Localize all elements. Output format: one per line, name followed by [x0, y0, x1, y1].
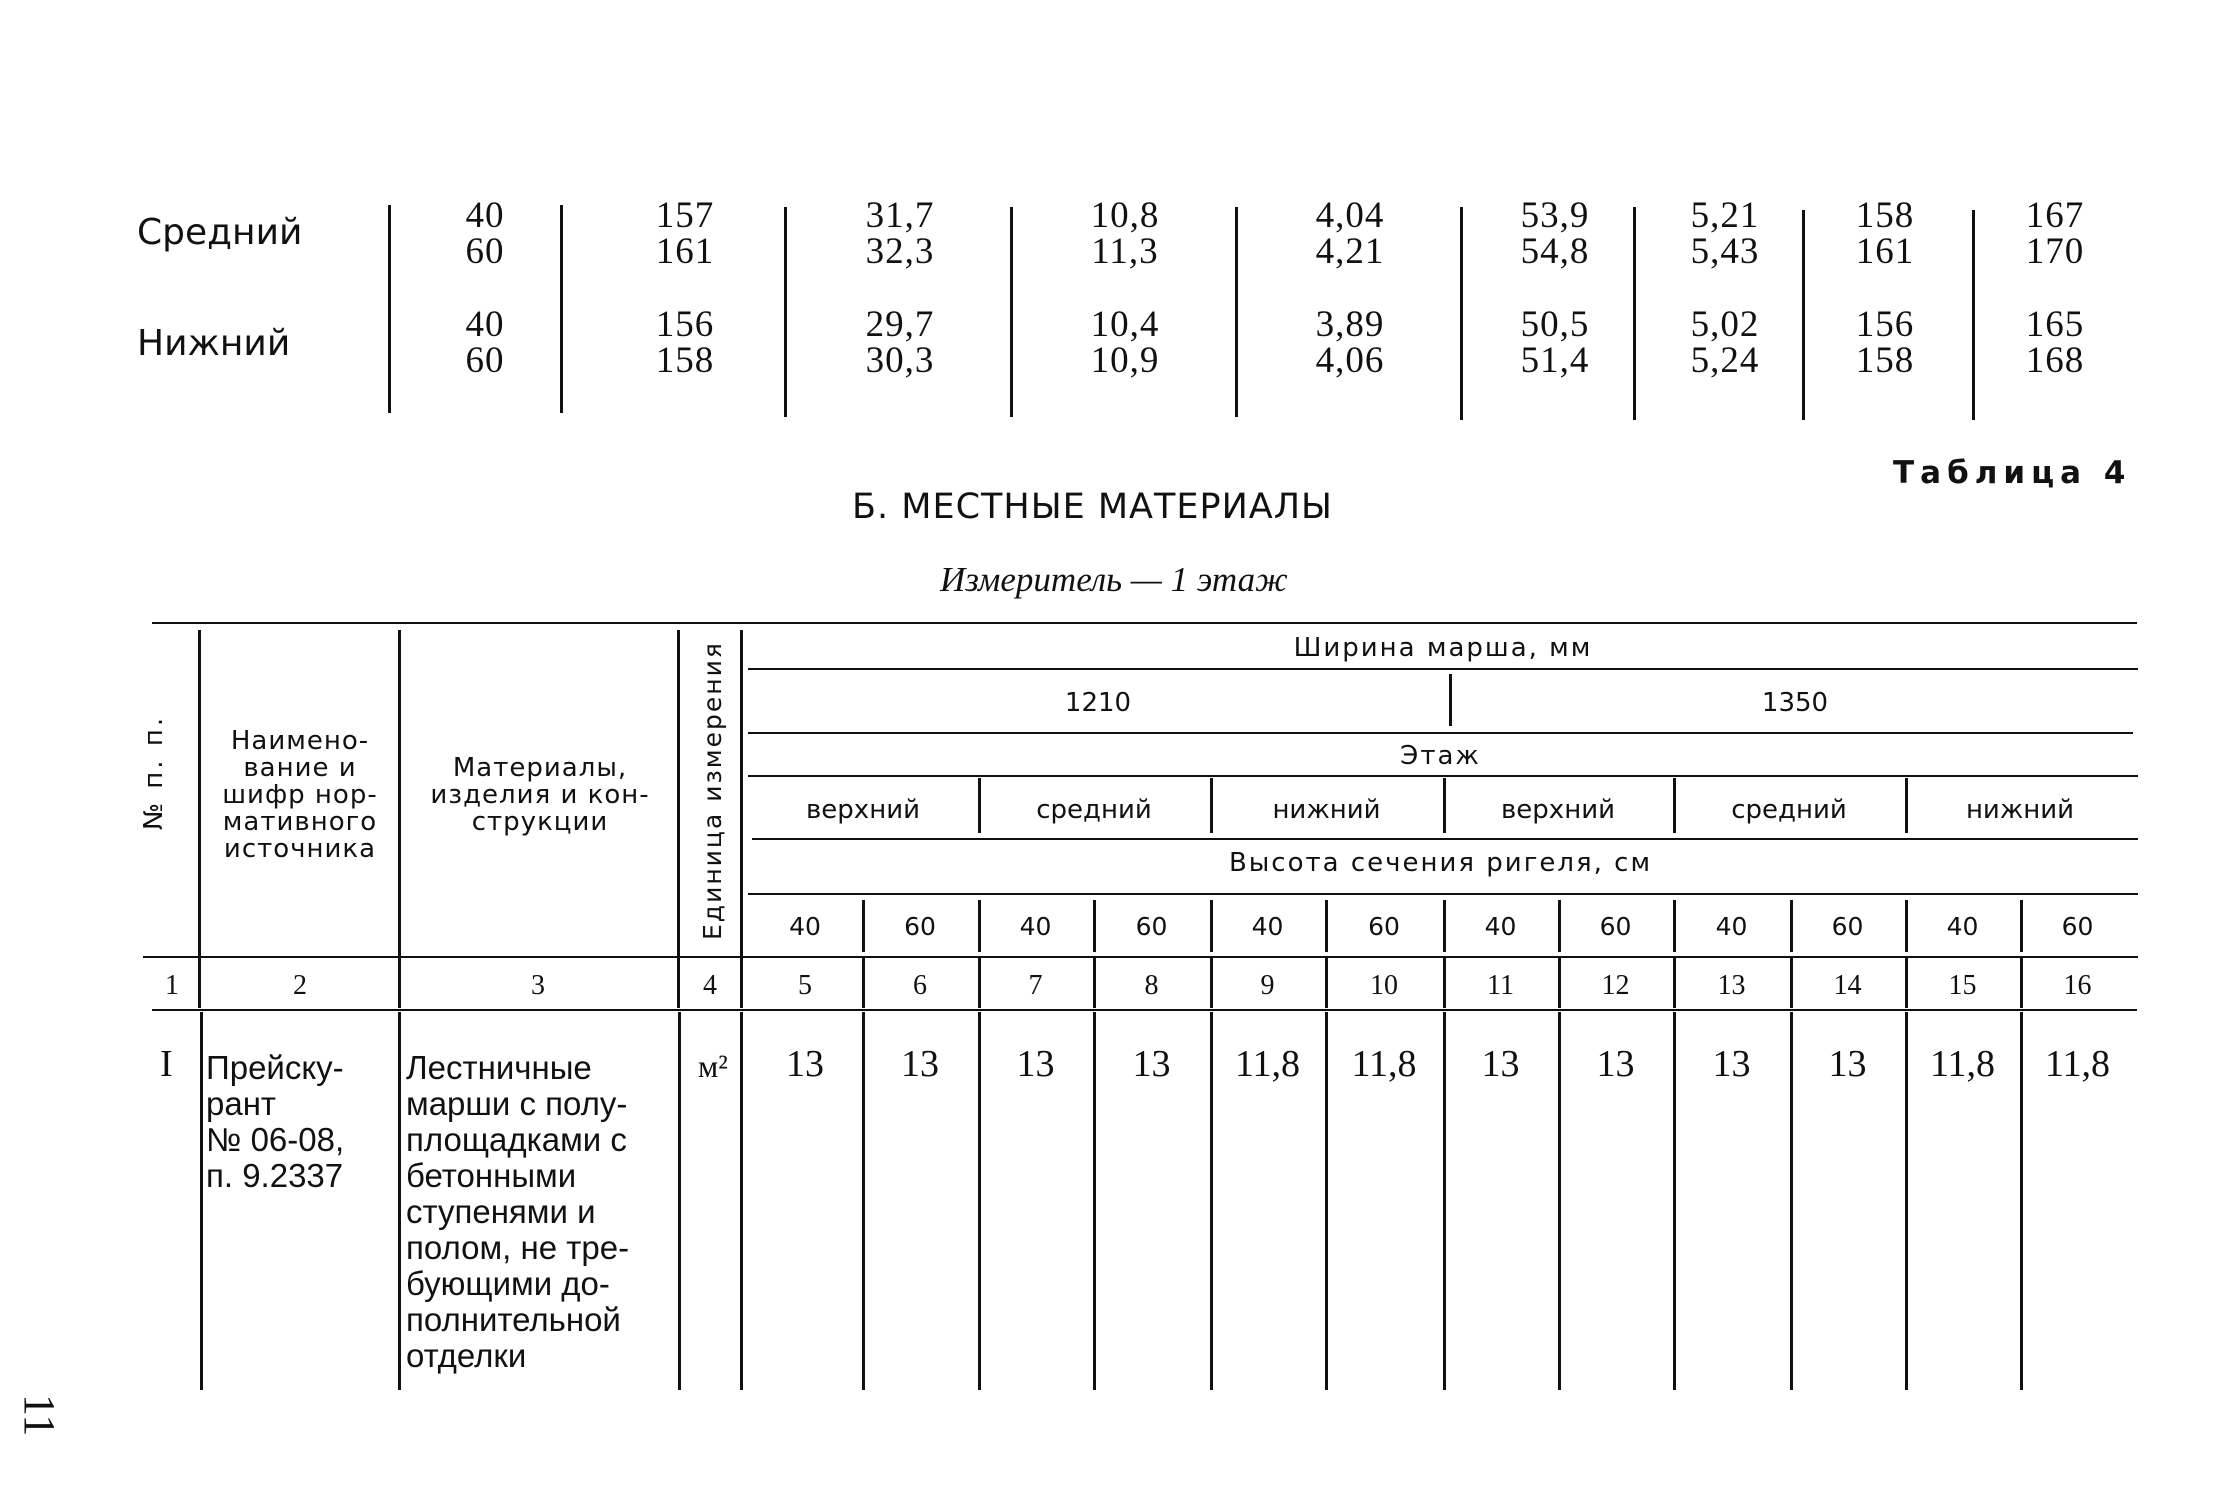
column-divider: [1010, 207, 1013, 417]
table-cell-value: 11,3: [1091, 231, 1159, 272]
row-value: 11,8: [1234, 1043, 1301, 1085]
table-cell-value: 54,8: [1520, 231, 1590, 272]
height-value: 60: [1599, 912, 1632, 941]
table-cell-value: 31,7: [865, 195, 935, 236]
column-divider: [1673, 1012, 1676, 1390]
column-number: 13: [1717, 970, 1746, 1001]
column-number: 9: [1260, 970, 1275, 1001]
table-cell-value: 165: [2025, 304, 2085, 345]
table-top-rule: [152, 622, 2137, 624]
table-cell-value: 40: [465, 304, 505, 345]
column-divider: [1210, 778, 1213, 833]
height-value: 60: [1831, 912, 1864, 941]
column-divider: [1449, 674, 1452, 726]
table-cell-value: 60: [465, 231, 505, 272]
table-cell-value: 167: [2025, 195, 2085, 236]
row-value: 13: [1016, 1043, 1055, 1085]
table-cell-value: 30,3: [865, 340, 935, 381]
height-value: 60: [1135, 912, 1168, 941]
column-number: 6: [913, 970, 927, 1001]
column-divider: [1558, 900, 1561, 952]
header-rule: [752, 838, 2138, 840]
column-divider: [1673, 900, 1676, 952]
column-number: 8: [1144, 970, 1159, 1001]
column-divider: [2020, 900, 2023, 952]
col-header-materials: Материалы, изделия и кон- струкции: [430, 753, 650, 837]
column-divider: [784, 207, 787, 417]
table-cell-value: 29,7: [865, 304, 935, 345]
row-value: 13: [1132, 1043, 1171, 1085]
table-cell-value: 157: [655, 195, 715, 236]
row-value: 13: [1481, 1043, 1520, 1085]
column-divider: [1558, 958, 1561, 1008]
col-header-unit: Единица измерения: [698, 641, 727, 940]
table-cell-value: 51,4: [1520, 340, 1590, 381]
column-divider: [1905, 778, 1908, 833]
row-label-middle: Средний: [137, 212, 303, 253]
row-number: I: [160, 1043, 173, 1085]
table-cell-value: 32,3: [865, 231, 935, 272]
numbering-rule-top: [143, 956, 2138, 958]
table-cell-value: 5,21: [1690, 195, 1760, 236]
header-rule: [748, 775, 2138, 777]
column-divider: [1905, 900, 1908, 952]
column-divider: [1443, 958, 1446, 1008]
column-divider: [388, 205, 391, 413]
table-cell-value: 5,24: [1690, 340, 1760, 381]
column-divider: [398, 958, 401, 1008]
table-cell-value: 156: [655, 304, 715, 345]
floor-label: средний: [1036, 795, 1152, 825]
column-divider: [200, 1012, 203, 1390]
column-divider: [978, 1012, 981, 1390]
table-cell-value: 158: [1855, 195, 1915, 236]
height-value: 40: [1484, 912, 1517, 941]
column-divider: [1460, 207, 1463, 420]
row-value: 13: [786, 1043, 824, 1085]
table-cell-value: 158: [655, 340, 715, 381]
height-value: 40: [1019, 912, 1052, 941]
column-divider: [978, 900, 981, 952]
column-number: 16: [2063, 970, 2092, 1001]
column-divider: [1790, 1012, 1793, 1390]
floor-header: Этаж: [1400, 741, 1481, 771]
column-divider: [1443, 900, 1446, 952]
column-divider: [1210, 900, 1213, 952]
column-number: 12: [1601, 970, 1630, 1001]
column-divider: [1093, 900, 1096, 952]
floor-label: верхний: [805, 795, 920, 825]
row-unit: м²: [698, 1048, 728, 1084]
column-divider: [1093, 1012, 1096, 1390]
table-cell-value: 4,21: [1315, 231, 1385, 272]
column-divider: [678, 1012, 681, 1390]
page-number: 11: [15, 1394, 64, 1437]
row-material: Лестничные марши с полу- площадками с бетонными ступенями и полом, не тре- бующими до- полнительной отделки: [406, 1049, 630, 1374]
table-cell-value: 4,06: [1315, 340, 1385, 381]
height-value: 40: [789, 912, 821, 941]
column-divider: [978, 958, 981, 1008]
floor-label: нижний: [1272, 795, 1381, 825]
column-divider: [1905, 1012, 1908, 1390]
table-cell-value: 156: [1855, 304, 1915, 345]
column-divider: [1905, 958, 1908, 1008]
width-1350: 1350: [1761, 688, 1829, 718]
column-divider: [978, 778, 981, 833]
row-value: 11,8: [2044, 1043, 2111, 1085]
column-divider: [1325, 1012, 1328, 1390]
column-divider: [1325, 958, 1328, 1008]
section-title: Б. МЕСТНЫЕ МАТЕРИАЛЫ: [852, 487, 1333, 527]
floor-label: нижний: [1965, 795, 2075, 825]
row-value: 11,8: [1929, 1043, 1996, 1085]
table-cell-value: 10,8: [1090, 195, 1160, 236]
row-value: 13: [1712, 1043, 1751, 1085]
height-header: Высота сечения ригеля, см: [1228, 848, 1653, 878]
row-value: 13: [1596, 1043, 1635, 1085]
header-rule: [748, 893, 2138, 895]
column-divider: [1325, 900, 1328, 952]
column-divider: [1093, 958, 1096, 1008]
column-divider: [1790, 900, 1793, 952]
table-cell-value: 170: [2025, 231, 2085, 272]
row-label-lower: Нижний: [137, 323, 291, 364]
column-divider: [398, 630, 401, 960]
height-value: 60: [1368, 912, 1400, 941]
width-header: Ширина марша, мм: [1293, 633, 1593, 663]
column-divider: [1802, 210, 1805, 420]
table-cell-value: 161: [655, 231, 715, 272]
table-number-label: Таблица 4: [1893, 455, 2132, 491]
width-1210: 1210: [1064, 688, 1132, 718]
column-number: 14: [1833, 970, 1862, 1001]
table-cell-value: 158: [1855, 340, 1915, 381]
column-divider: [740, 958, 743, 1008]
table-cell-value: 161: [1855, 231, 1915, 272]
column-divider: [2020, 1012, 2023, 1390]
table-cell-value: 40: [465, 195, 505, 236]
column-divider: [1235, 207, 1238, 417]
header-rule: [748, 668, 2138, 670]
table-cell-value: 10,9: [1090, 340, 1160, 381]
row-value: 11,8: [1351, 1043, 1417, 1085]
column-divider: [560, 205, 563, 413]
row-source: Прейску- рант № 06-08, п. 9.2337: [206, 1049, 345, 1194]
column-number: 5: [798, 970, 812, 1001]
column-divider: [862, 900, 865, 952]
floor-label: средний: [1731, 795, 1847, 825]
height-value: 60: [904, 912, 936, 941]
column-number: 10: [1370, 970, 1398, 1001]
col-header-source: Наимено- вание и шифр нор- мативного источника: [222, 726, 378, 864]
column-divider: [2020, 958, 2023, 1008]
table-cell-value: 168: [2025, 340, 2085, 381]
column-number: 15: [1948, 970, 1977, 1001]
table-cell-value: 10,4: [1090, 304, 1160, 345]
column-divider: [1443, 1012, 1446, 1390]
column-divider: [1443, 778, 1446, 833]
column-divider: [862, 958, 865, 1008]
table-cell-value: 60: [465, 340, 505, 381]
header-rule: [748, 732, 2133, 734]
column-divider: [1210, 958, 1213, 1008]
table-cell-value: 50,5: [1520, 304, 1590, 345]
table-cell-value: 53,9: [1520, 195, 1590, 236]
height-value: 40: [1251, 912, 1284, 941]
numbering-rule-bottom: [152, 1009, 2137, 1011]
column-divider: [677, 630, 680, 960]
measure-unit-caption: Измеритель — 1 этаж: [940, 560, 1288, 599]
column-divider: [398, 1012, 401, 1390]
column-divider: [1790, 958, 1793, 1008]
column-number: 2: [293, 970, 307, 1001]
col-header-number: № п. п.: [139, 714, 169, 830]
column-divider: [740, 630, 743, 960]
column-divider: [1673, 778, 1676, 833]
column-divider: [1972, 210, 1975, 420]
table-cell-value: 5,02: [1690, 304, 1760, 345]
table-cell-value: 3,89: [1315, 304, 1385, 345]
table-cell-value: 5,43: [1690, 231, 1760, 272]
column-divider: [1673, 958, 1676, 1008]
table-cell-value: 4,04: [1315, 195, 1385, 236]
column-divider: [1210, 1012, 1213, 1390]
column-number: 7: [1028, 970, 1043, 1001]
column-divider: [862, 1012, 865, 1390]
height-value: 60: [2061, 912, 2094, 941]
row-value: 13: [1828, 1043, 1867, 1085]
column-number: 3: [531, 970, 545, 1001]
column-divider: [198, 630, 201, 960]
floor-label: верхний: [1500, 795, 1615, 825]
column-number: 11: [1487, 970, 1514, 1001]
row-value: 13: [901, 1043, 939, 1085]
column-divider: [677, 958, 680, 1008]
column-divider: [198, 958, 201, 1008]
column-number: 4: [703, 970, 717, 1001]
height-value: 40: [1715, 912, 1748, 941]
height-value: 40: [1946, 912, 1979, 941]
column-number: 1: [165, 970, 179, 1001]
column-divider: [1558, 1012, 1561, 1390]
column-divider: [1633, 207, 1636, 420]
column-divider: [740, 1012, 743, 1390]
